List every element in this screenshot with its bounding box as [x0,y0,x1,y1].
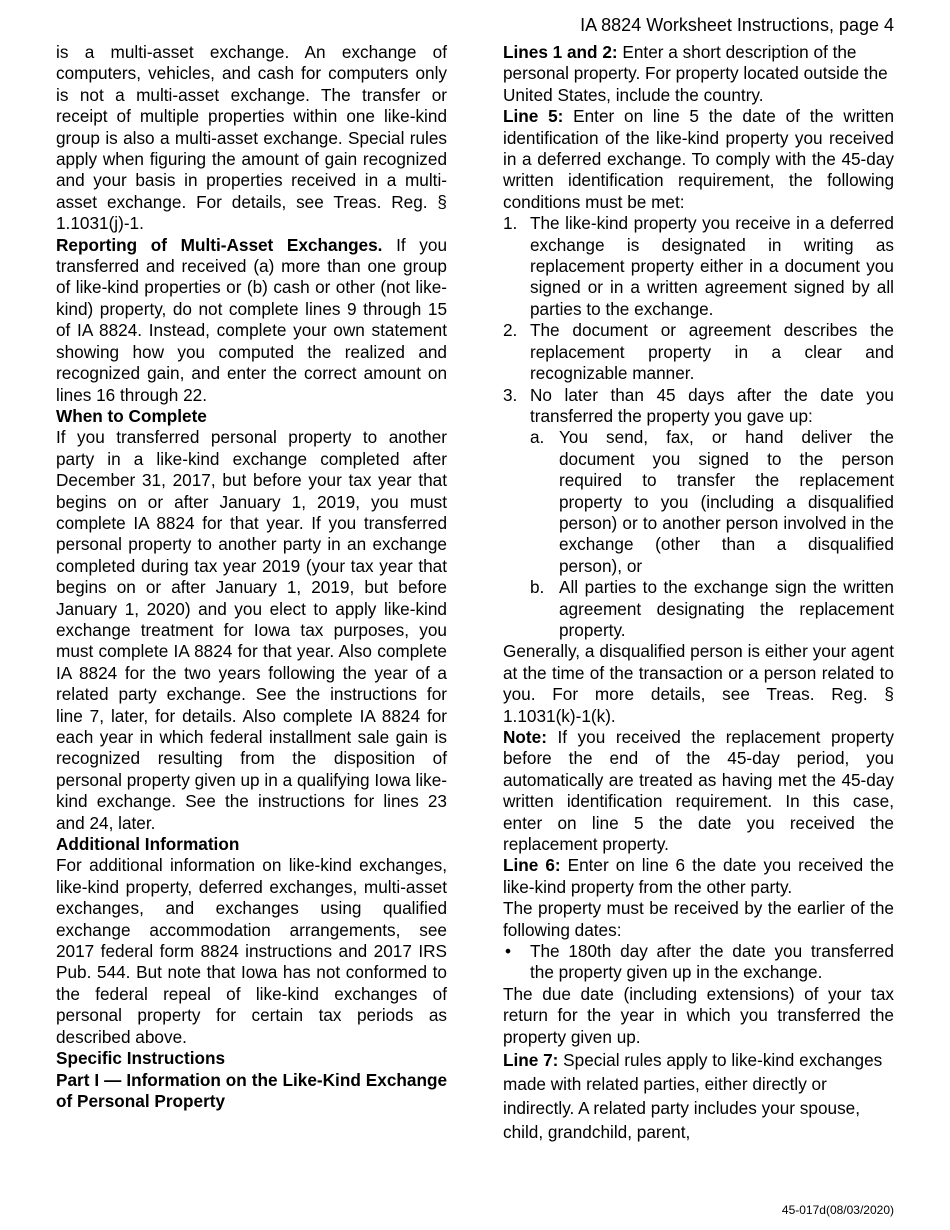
reporting-heading: Reporting of Multi-Asset Exchanges. [56,234,383,255]
reporting-text: If you transferred and received (a) more than one group of like-kind properties or (b) cash or other (not like-kind) property, do not complete lines 9 through 15 of IA 8824. Instead, complete your own statement showing how you computed the realized and recognized gain, and enter the correct amount on lines 16 through 22. [56,234,448,405]
dates-list [503,941,894,984]
additional-information-heading: Additional Information [56,834,240,855]
when-to-complete-heading: When to Complete [56,405,207,426]
due-date-paragraph: The due date (including extensions) of your tax return for the year in which you transferred the property given up. [503,983,894,1047]
note-paragraph [503,727,894,855]
disqualified-person-paragraph: Generally, a disqualified person is either your agent at the time of the transaction or a person related to you. For more details, see Treas. Reg. § 1.1031(k)-1(k). [503,641,894,726]
when-to-complete-paragraph: If you transferred personal property to another party in a like-kind exchange completed after December 31, 2017, but before your tax year that begins on or after January 1, 2019, you must complete IA 8824 for that year. If you transferred personal property to another party in an exchange completed during tax year 2019 (your tax year that begins on or after January 1, 2019, but before January 1, 2020) and you elect to apply like-kind exchange treatment for Iowa tax purposes, you must complete IA 8824 for that year. Also complete IA 8824 for the two years following the year of a related party exchange. See the instructions for line 7, later, for details. Also complete IA 8824 for each year in which federal installment sale gain is recognized resulting from the disposition of personal property given up in a qualifying Iowa like-kind exchange. See the instructions for lines 23 and 24, later. [56,427,447,833]
line-7-text: Special rules apply to like-kind exchanges made with related parties, either directly or indirectly. A related party includes your spouse, child, grandchild, parent, [503,1050,883,1143]
bullet-marker: • [505,941,512,962]
lines-1-2-label: Lines 1 and 2: [503,42,618,62]
line-6-label: Line 6: [503,855,561,876]
list-item [530,577,894,641]
reporting-paragraph [56,235,447,406]
list-marker: 3. [503,384,518,405]
list-item [503,320,894,384]
list-item-text: No later than 45 days after the date you transferred the property you gave up: [530,384,894,426]
line-7-paragraph [503,1048,894,1144]
list-marker: 2. [503,320,518,341]
conditions-list [503,213,894,641]
list-item-text: The document or agreement describes the replacement property in a clear and recognizable manner. [530,320,894,384]
line-7-label: Line 7: [503,1050,559,1071]
list-marker: 1. [503,213,518,234]
right-column [503,42,894,1144]
list-item [530,427,894,577]
page-header: IA 8824 Worksheet Instructions, page 4 [580,15,894,35]
list-item [503,213,894,320]
note-text: If you received the replacement property before the end of the 45-day period, you automatically are treated as having met the 45-day written identification requirement. In this case, enter on line 5 the date you received the replacement property. [503,727,894,855]
line-5-label: Line 5: [503,106,564,127]
line-6-text: Enter on line 6 the date you received the like-kind property from the other party. [503,855,895,897]
line-5-text: Enter on line 5 the date of the written identification of the like-kind property you received in a deferred exchange. To comply with the 45-day written identification requirement, the following conditions must be met: [503,106,895,212]
left-column [56,42,447,1112]
list-item [503,941,894,984]
lines-1-2-paragraph [503,42,894,106]
line-6-paragraph [503,855,894,898]
part-one-heading: Part I — Information on the Like-Kind Exchange of Personal Property [56,1069,447,1111]
specific-instructions-heading: Specific Instructions [56,1048,226,1069]
list-item-text: The 180th day after the date you transferred the property given up in the exchange. [530,941,894,983]
list-item-text: You send, fax, or hand deliver the document you signed to the person required to transfer the replacement property to you (including a disqualified person) or to another person involved in the exchange (other than a disqualified person), or [559,427,894,576]
additional-information-paragraph: For additional information on like-kind exchanges, like-kind property, deferred exchanges, multi-asset exchanges, and exchanges using qualified exchange accommodation arrangements, see 2017 federal form 8824 instructions and 2017 IRS Pub. 544. But note that Iowa has not conformed to the federal repeal of like-kind exchanges of personal property for certain tax periods as described above. [56,855,447,1047]
line-5-paragraph [503,106,894,213]
list-item [503,385,894,642]
sub-conditions-list [530,427,894,641]
form-number-footer: 45-017d(08/03/2020) [781,1203,894,1217]
list-marker: a. [530,427,545,448]
received-dates-paragraph: The property must be received by the earlier of the following dates: [503,898,894,940]
list-item-text: All parties to the exchange sign the written agreement designating the replacement property. [559,577,894,640]
multi-asset-paragraph: is a multi-asset exchange. An exchange of computers, vehicles, and cash for computers only is not a multi-asset exchange. The transfer or receipt of multiple properties within one like-kind group is also a multi-asset exchange. Special rules apply when figuring the amount of gain recognized and your basis in properties received in a multi-asset exchange. For details, see Treas. Reg. § 1.1031(j)-1. [56,42,447,234]
list-item-text: The like-kind property you receive in a deferred exchange is designated in writing as replacement property either in a document you signed or in a written agreement signed by all parties to the exchange. [530,213,894,319]
list-marker: b. [530,577,545,598]
lines-1-2-text: Enter a short description of the personal property. For property located outside the United States, include the country. [503,42,888,105]
note-label: Note: [503,727,547,747]
